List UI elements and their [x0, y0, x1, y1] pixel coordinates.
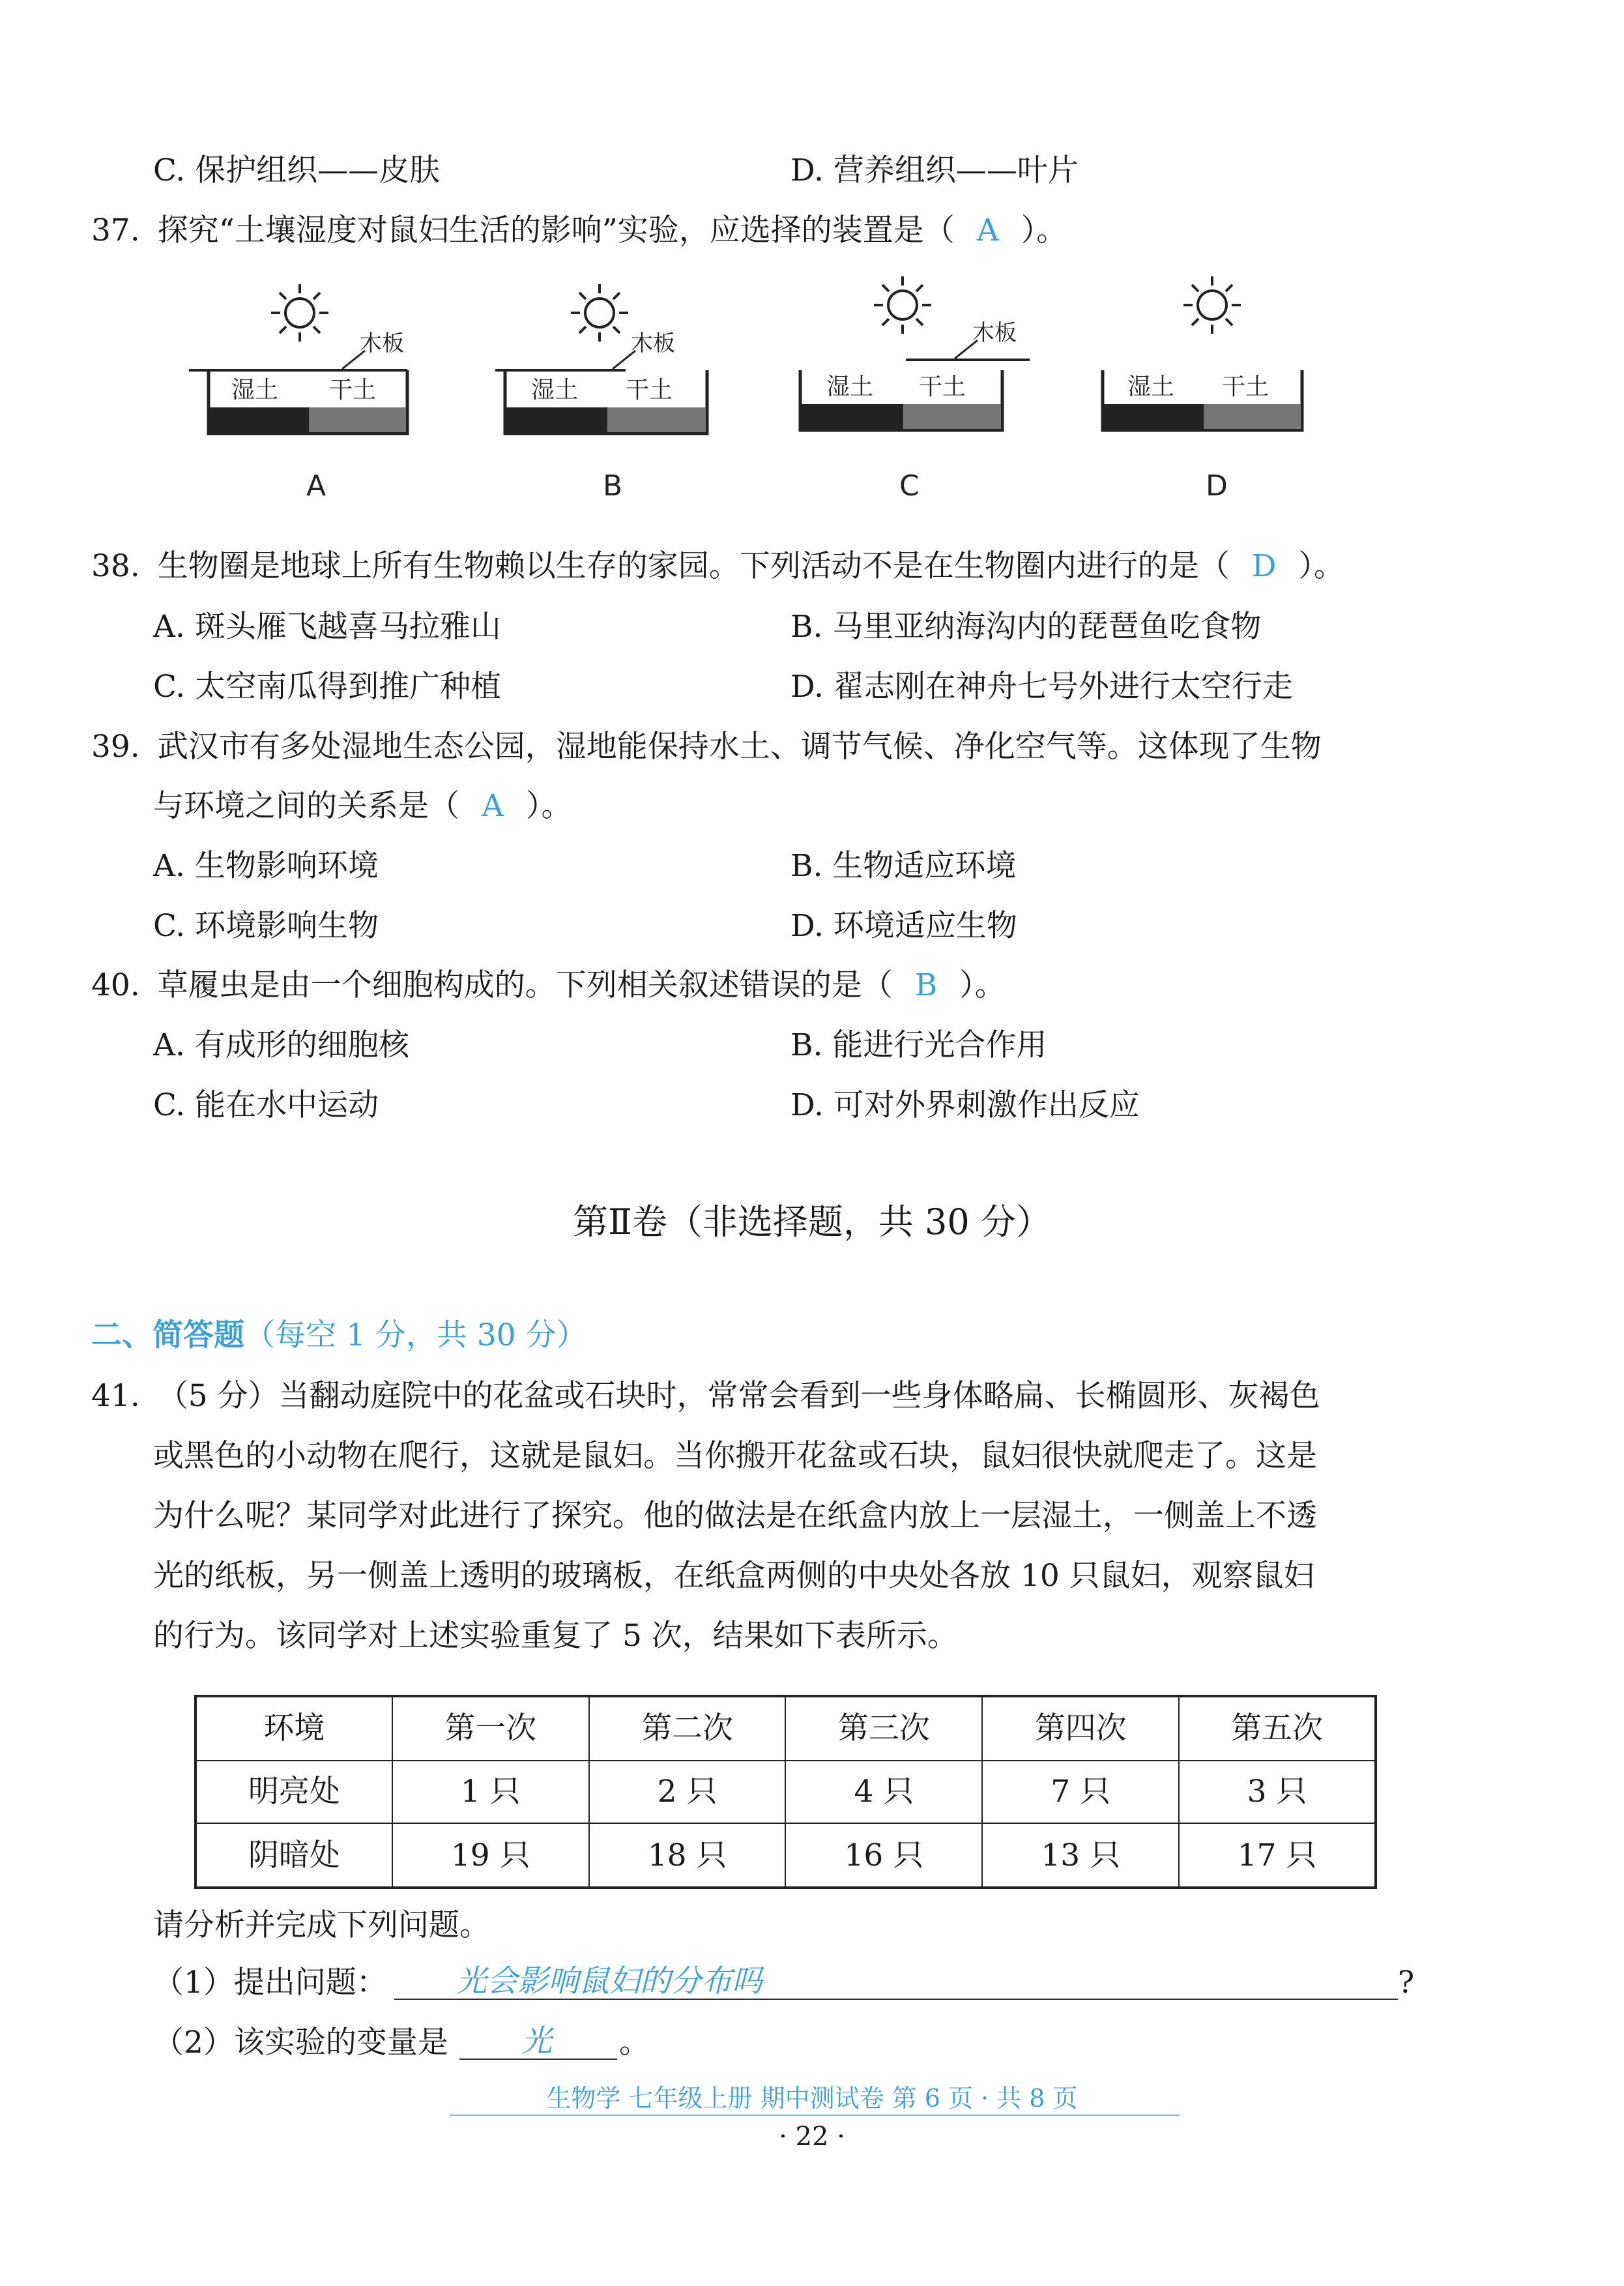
question-39-line2	[153, 788, 572, 824]
q37-apparatus-figures	[182, 274, 1323, 521]
question-stem-end: ）。	[959, 967, 1006, 1003]
question-stem-end: ）。	[1298, 548, 1344, 584]
dry-soil-label: 干土	[919, 374, 966, 400]
table-cell: 3 只	[1179, 1761, 1376, 1824]
question-stem: 草履虫是由一个细胞构成的。下列相关叙述错误的是（	[157, 967, 893, 1003]
question-41-line3: 为什么呢？某同学对此进行了探究。他的做法是在纸盒内放上一层湿土，一侧盖上不透	[153, 1498, 1317, 1534]
q39-option-c: C. 环境影响生物	[153, 908, 379, 944]
q38-option-d: D. 翟志刚在神舟七号外进行太空行走	[790, 669, 1293, 705]
q38-option-a: A. 斑头雁飞越喜马拉雅山	[153, 609, 501, 645]
question-stem: 探究“土壤湿度对鼠妇生活的影响”实验，应选择的装置是（	[157, 212, 955, 248]
dry-soil-label: 干土	[1222, 374, 1269, 400]
figure-label: D	[1206, 469, 1228, 503]
figure-label: A	[306, 469, 326, 503]
question-stem-end: ）。	[525, 788, 572, 824]
question-number: 40.	[91, 967, 140, 1003]
figure-label: B	[603, 469, 623, 503]
question-38	[91, 548, 1344, 584]
q38-option-c: C. 太空南瓜得到推广种植	[153, 669, 502, 705]
figure-a	[189, 284, 407, 503]
q41-sub2-end: 。	[619, 2025, 650, 2060]
figure-c	[800, 276, 1030, 503]
table-header-cell: 第一次	[392, 1696, 589, 1761]
footer-rule	[450, 2115, 1180, 2116]
footer-title: 生物学 七年级上册 期中测试卷 第 6 页 · 共 8 页	[546, 2084, 1078, 2113]
wet-soil-label: 湿土	[531, 377, 579, 403]
page-number: · 22 ·	[779, 2122, 845, 2152]
question-39	[91, 729, 1322, 765]
question-stem: 生物圈是地球上所有生物赖以生存的家园。下列活动不是在生物圈内进行的是（	[157, 548, 1230, 584]
question-41-line4: 光的纸板，另一侧盖上透明的玻璃板，在纸盒两侧的中央处各放 10 只鼠妇，观察鼠妇	[153, 1558, 1314, 1594]
section-heading-title: 二、简答题	[91, 1317, 244, 1353]
sun-icon	[1183, 276, 1241, 334]
figure-b	[495, 284, 707, 503]
q41-sub1-label: （1）提出问题：	[153, 1965, 387, 2000]
answer-mark: A	[482, 788, 504, 824]
q41-sub2-label: （2）该实验的变量是	[153, 2025, 448, 2060]
q41-sub1-end: ?	[1398, 1965, 1415, 2000]
question-stem-line1: 武汉市有多处湿地生态公园，湿地能保持水土、调节气候、净化空气等。这体现了生物	[157, 729, 1322, 765]
q39-option-b: B. 生物适应环境	[790, 848, 1017, 884]
sun-icon	[271, 284, 328, 342]
table-cell: 18 只	[589, 1823, 786, 1888]
q36-option-d: D. 营养组织——叶片	[790, 153, 1079, 188]
table-cell: 17 只	[1179, 1823, 1376, 1888]
figure-d	[1103, 276, 1302, 503]
dry-soil-label: 干土	[626, 377, 673, 403]
table-row	[196, 1823, 1376, 1888]
question-41	[91, 1378, 1320, 1414]
question-stem-line1: （5 分）当翻动庭院中的花盆或石块时，常常会看到一些身体略扁、长椭圆形、灰褐色	[157, 1378, 1320, 1414]
figure-label: C	[899, 469, 920, 503]
table-cell: 2 只	[589, 1761, 786, 1824]
q41-sub1-answer: 光会影响鼠妇的分布吗	[456, 1963, 762, 1999]
results-table	[194, 1695, 1377, 1889]
answer-mark: D	[1251, 548, 1277, 584]
section-heading-note: （每空 1 分，共 30 分）	[244, 1317, 587, 1353]
wet-soil-label: 湿土	[1127, 374, 1175, 400]
wet-soil-label: 湿土	[826, 374, 874, 400]
table-header-cell: 第四次	[982, 1696, 1179, 1761]
sun-icon	[874, 276, 931, 334]
dry-soil-label: 干土	[329, 377, 377, 403]
q39-option-d: D. 环境适应生物	[790, 908, 1017, 944]
q39-option-a: A. 生物影响环境	[153, 848, 379, 884]
board-label: 木板	[972, 320, 1017, 346]
section-heading	[91, 1317, 587, 1353]
table-header-cell: 第二次	[589, 1696, 786, 1761]
board-label: 木板	[360, 330, 404, 357]
q41-sub2-answer: 光	[521, 2023, 552, 2059]
question-number: 37.	[91, 212, 140, 248]
question-41-line2: 或黑色的小动物在爬行，这就是鼠妇。当你搬开花盆或石块，鼠妇很快就爬走了。这是	[153, 1438, 1317, 1474]
q36-option-c: C. 保护组织——皮肤	[153, 153, 441, 188]
q41-instruction: 请分析并完成下列问题。	[153, 1907, 490, 1943]
question-stem-end: ）。	[1021, 212, 1067, 248]
table-cell: 19 只	[392, 1823, 589, 1888]
section-title: 第Ⅱ卷（非选择题，共 30 分）	[573, 1201, 1051, 1242]
table-header-cell: 第五次	[1179, 1696, 1376, 1761]
table-header-cell: 环境	[196, 1696, 392, 1761]
q40-option-c: C. 能在水中运动	[153, 1087, 379, 1123]
question-37	[91, 212, 1067, 248]
q40-option-d: D. 可对外界刺激作出反应	[790, 1087, 1140, 1123]
q38-option-b: B. 马里亚纳海沟内的琵琶鱼吃食物	[790, 609, 1262, 645]
question-stem: 与环境之间的关系是（	[153, 788, 459, 824]
table-header-cell: 第三次	[785, 1696, 982, 1761]
answer-mark: B	[914, 967, 938, 1003]
question-number: 41.	[91, 1378, 140, 1414]
table-cell: 13 只	[982, 1823, 1179, 1888]
table-cell: 阴暗处	[196, 1823, 392, 1888]
table-header-row	[196, 1696, 1376, 1761]
q40-option-a: A. 有成形的细胞核	[153, 1027, 409, 1063]
wet-soil-label: 湿土	[231, 377, 279, 403]
table-row	[196, 1761, 1376, 1824]
table-cell: 明亮处	[196, 1761, 392, 1824]
table-cell: 4 只	[785, 1761, 982, 1824]
answer-mark: A	[976, 212, 999, 248]
question-40	[91, 967, 1006, 1003]
question-number: 39.	[91, 729, 140, 765]
q40-option-b: B. 能进行光合作用	[790, 1027, 1047, 1063]
sun-icon	[571, 284, 628, 342]
question-number: 38.	[91, 548, 140, 584]
board-label: 木板	[631, 330, 675, 357]
table-cell: 7 只	[982, 1761, 1179, 1824]
question-41-line5: 的行为。该同学对上述实验重复了 5 次，结果如下表所示。	[153, 1618, 958, 1654]
table-cell: 16 只	[785, 1823, 982, 1888]
table-cell: 1 只	[392, 1761, 589, 1824]
